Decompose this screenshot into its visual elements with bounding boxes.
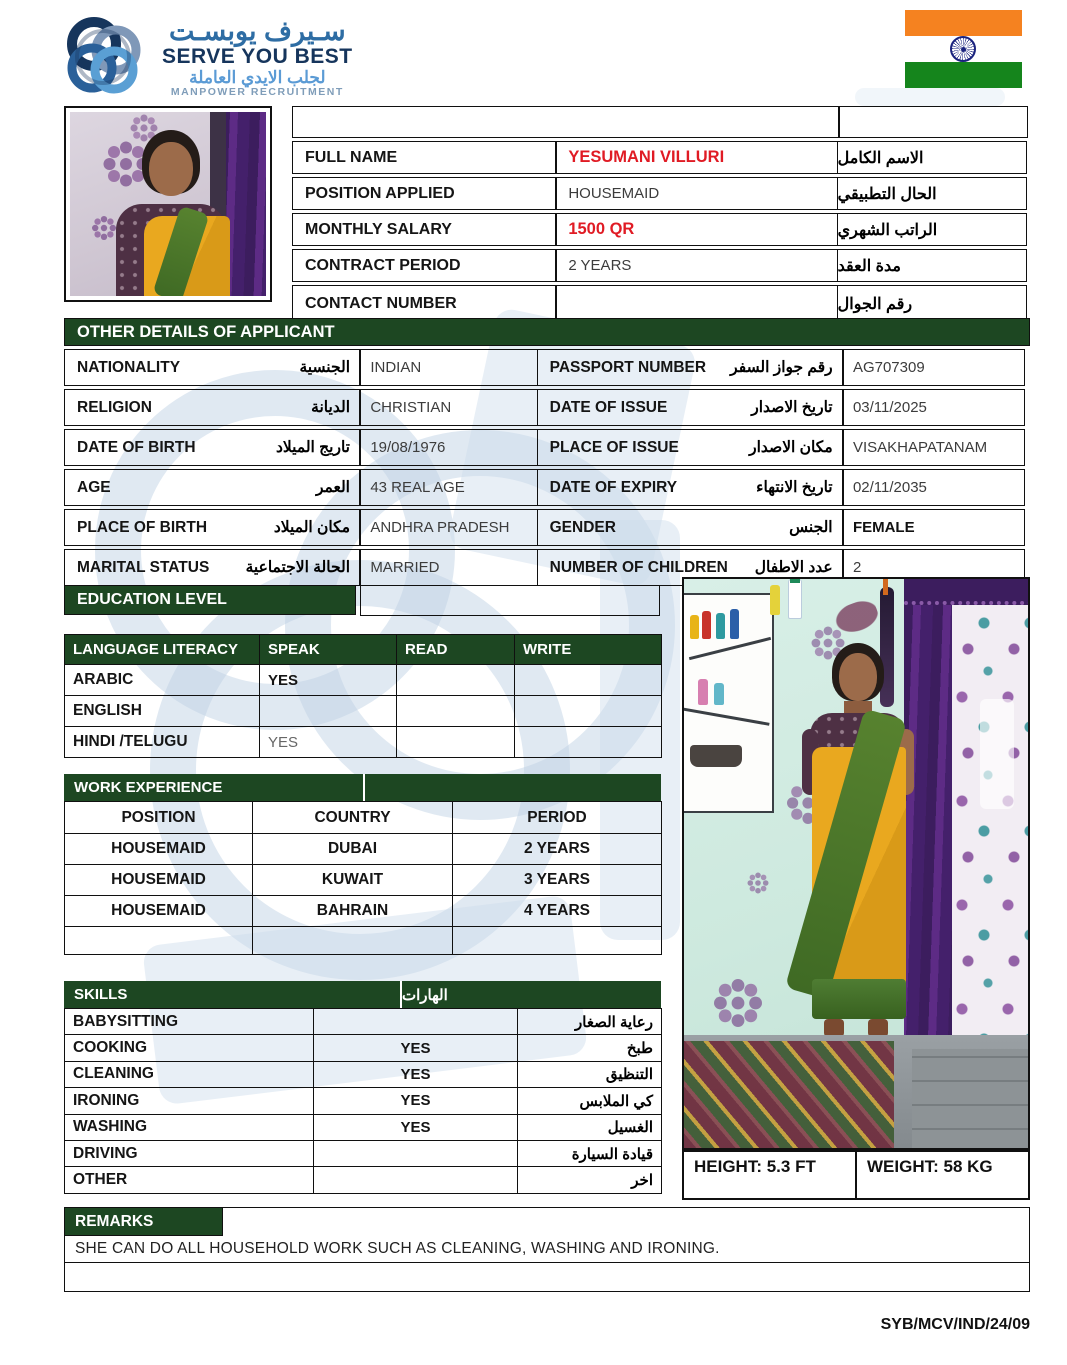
field-label: DATE OF EXPIRY	[549, 478, 678, 496]
column-header: SPEAK	[260, 635, 397, 665]
brand-title-arabic: سـيرف يوبسـت	[169, 16, 346, 47]
brand-header	[56, 10, 353, 106]
work-row	[65, 834, 662, 865]
language-row	[65, 696, 662, 727]
skill-label: COOKING	[65, 1035, 314, 1061]
education-level-title: EDUCATION LEVEL	[64, 585, 356, 615]
height-value: HEIGHT: 5.3 FT	[684, 1152, 857, 1198]
skill-value: YES	[314, 1088, 518, 1114]
field-label: PASSPORT NUMBER	[549, 358, 707, 376]
field-label-arabic: الحالة الاجتماعية	[245, 559, 350, 576]
field-label-arabic: تاريج الميلاد	[276, 439, 350, 456]
position-value	[65, 927, 253, 955]
field-value: INDIAN	[359, 349, 538, 386]
employment-ref: REF: JN	[838, 106, 1028, 138]
other-details-title: OTHER DETAILS OF APPLICANT	[64, 318, 1030, 346]
skills-title-arabic: الهارات	[402, 981, 661, 1008]
work-experience-table	[64, 801, 661, 955]
skill-label: OTHER	[65, 1167, 314, 1193]
skill-row	[65, 1140, 662, 1166]
field-label-arabic: تاريخ الانتهاء	[756, 479, 833, 496]
skill-label-arabic: التنظيق	[518, 1061, 662, 1087]
field-label-arabic: الراتب الشهري	[837, 213, 1027, 246]
field-label-arabic: مكان الميلاد	[273, 519, 350, 536]
skill-label-arabic: الغسيل	[518, 1114, 662, 1140]
field-label-arabic: مدة العقد	[837, 249, 1027, 282]
employment-details-table	[292, 106, 1030, 326]
field-label: PLACE OF BIRTH	[77, 518, 208, 536]
field-label: PLACE OF ISSUE	[549, 438, 679, 456]
applicant-photo-full	[682, 577, 1030, 1150]
speak-value: YES	[260, 665, 397, 696]
remarks-title: REMARKS	[65, 1208, 223, 1236]
field-label: AGE	[77, 478, 111, 496]
brand-subtitle: MANPOWER RECRUITMENT	[170, 86, 344, 99]
field-label: RELIGION	[77, 398, 152, 416]
ashoka-chakra-icon	[950, 36, 976, 62]
work-row	[65, 896, 662, 927]
field-label-arabic: تاريخ الاصدار	[751, 399, 833, 416]
skill-value: YES	[314, 1114, 518, 1140]
work-row-empty	[65, 927, 662, 955]
field-label: DATE OF BIRTH	[77, 438, 196, 456]
skill-label: WASHING	[65, 1114, 314, 1140]
employment-header-row	[292, 106, 1030, 138]
body-measurements-bar	[682, 1150, 1030, 1200]
skill-label-arabic: كي الملابس	[518, 1088, 662, 1114]
brand-subtitle-arabic: لجلب الايدي العاملة	[189, 68, 326, 88]
field-value: YESUMANI VILLURI	[555, 141, 838, 174]
field-label-arabic: الجنس	[789, 519, 833, 536]
write-value	[515, 727, 662, 758]
field-value: 19/08/1976	[359, 429, 538, 466]
speak-value	[260, 696, 397, 727]
skill-value	[314, 1009, 518, 1035]
skill-row	[65, 1167, 662, 1193]
work-row	[65, 865, 662, 896]
field-value: 2 YEARS	[555, 249, 838, 282]
work-experience-header	[64, 774, 661, 801]
skill-label: IRONING	[65, 1088, 314, 1114]
skill-value: YES	[314, 1061, 518, 1087]
remarks-section	[64, 1207, 1030, 1292]
language-row	[65, 665, 662, 696]
field-label: POSITION APPLIED	[292, 177, 557, 210]
skill-value	[314, 1167, 518, 1193]
field-label: MARITAL STATUS	[77, 558, 210, 576]
column-header: LANGUAGE LITERACY	[65, 635, 260, 665]
field-label: MONTHLY SALARY	[292, 213, 557, 246]
skill-label-arabic: طبخ	[518, 1035, 662, 1061]
write-value	[515, 696, 662, 727]
period-value: 3 YEARS	[453, 865, 662, 896]
field-value: 43 REAL AGE	[359, 469, 538, 506]
employment-row	[292, 177, 1030, 210]
language-name: ENGLISH	[65, 696, 260, 727]
skill-label: BABYSITTING	[65, 1009, 314, 1035]
skill-row	[65, 1061, 662, 1087]
country-value: DUBAI	[253, 834, 453, 865]
field-label-arabic: رقم الجوال	[837, 285, 1027, 323]
field-value: 1500 QR	[555, 213, 838, 246]
skill-label-arabic: قيادة السيارة	[518, 1140, 662, 1166]
field-label: FULL NAME	[292, 141, 557, 174]
skill-value: YES	[314, 1035, 518, 1061]
skills-table	[64, 1008, 661, 1194]
column-header: PERIOD	[453, 802, 662, 834]
field-label: NUMBER OF CHILDREN	[549, 558, 728, 576]
read-value	[397, 727, 515, 758]
field-label-arabic: رقم جواز السفر	[730, 359, 833, 376]
position-value: HOUSEMAID	[65, 865, 253, 896]
field-label-arabic: الديانة	[311, 399, 350, 416]
brand-title: SERVE YOU BEST	[162, 45, 353, 69]
remarks-text: SHE CAN DO ALL HOUSEHOLD WORK SUCH AS CLEANING, WASHING AND IRONING.	[65, 1236, 1029, 1263]
field-label: CONTACT NUMBER	[292, 285, 557, 323]
language-name: ARABIC	[65, 665, 260, 696]
write-value	[515, 665, 662, 696]
education-level-value	[360, 585, 660, 616]
document-reference-code: SYB/MCV/IND/24/09	[880, 1316, 1030, 1333]
field-value: HOUSEMAID	[555, 177, 838, 210]
column-header: READ	[397, 635, 515, 665]
skill-value	[314, 1140, 518, 1166]
other-details-table	[64, 318, 1030, 589]
column-header: COUNTRY	[253, 802, 453, 834]
field-label-arabic: الجنسية	[299, 359, 350, 376]
speak-value: YES	[260, 727, 397, 758]
field-label: DATE OF ISSUE	[549, 398, 668, 416]
language-name: HINDI /TELUGU	[65, 727, 260, 758]
india-flag-icon	[905, 10, 1022, 88]
brand-text	[162, 17, 353, 99]
country-value: BAHRAIN	[253, 896, 453, 927]
skill-row	[65, 1035, 662, 1061]
work-experience-header-spacer	[365, 774, 661, 801]
other-details-row	[64, 349, 1030, 386]
skill-label-arabic: رعاية الصغار	[518, 1009, 662, 1035]
brand-logo-icon	[56, 10, 152, 106]
language-literacy-table	[64, 634, 661, 758]
position-value: HOUSEMAID	[65, 896, 253, 927]
field-label-arabic: عدد الاطفال	[754, 559, 833, 576]
field-value: 02/11/2035	[842, 469, 1025, 506]
weight-value: WEIGHT: 58 KG	[867, 1157, 993, 1176]
employment-title: EMPLOYMENT DETAILS	[292, 106, 840, 138]
field-label-arabic: العمر	[315, 479, 350, 496]
period-value: 4 YEARS	[453, 896, 662, 927]
skills-title: SKILLS	[64, 981, 402, 1008]
field-value: AG707309	[842, 349, 1025, 386]
flag-green-stripe	[905, 62, 1022, 88]
other-details-row	[64, 389, 1030, 426]
employment-row	[292, 249, 1030, 282]
skill-row	[65, 1009, 662, 1035]
skill-row	[65, 1114, 662, 1140]
period-value: 2 YEARS	[453, 834, 662, 865]
field-label: GENDER	[549, 518, 616, 536]
other-details-row	[64, 509, 1030, 546]
field-value: MARRIED	[359, 549, 538, 586]
remarks-empty-row	[65, 1263, 1029, 1291]
period-value	[453, 927, 662, 955]
field-value: VISAKHAPATANAM	[842, 429, 1025, 466]
work-header-row	[65, 802, 662, 834]
field-value: 03/11/2025	[842, 389, 1025, 426]
language-row	[65, 727, 662, 758]
column-header: WRITE	[515, 635, 662, 665]
read-value	[397, 665, 515, 696]
field-value: CHRISTIAN	[359, 389, 538, 426]
skill-label: DRIVING	[65, 1140, 314, 1166]
other-details-row	[64, 469, 1030, 506]
field-label: CONTRACT PERIOD	[292, 249, 557, 282]
country-value	[253, 927, 453, 955]
applicant-photo-portrait	[64, 106, 272, 302]
language-header-row	[65, 635, 662, 665]
country-value: KUWAIT	[253, 865, 453, 896]
field-value: FEMALE	[842, 509, 1025, 546]
other-details-row	[64, 429, 1030, 466]
field-label-arabic: الحال التطبيقي	[837, 177, 1027, 210]
field-label-arabic: مكان الاصدار	[749, 439, 833, 456]
flag-saffron-stripe	[905, 10, 1022, 36]
column-header: POSITION	[65, 802, 253, 834]
skills-header	[64, 981, 661, 1008]
field-value: 2	[842, 549, 1025, 586]
employment-row	[292, 213, 1030, 246]
skill-label-arabic: اخر	[518, 1167, 662, 1193]
position-value: HOUSEMAID	[65, 834, 253, 865]
work-experience-title: WORK EXPERIENCE	[64, 774, 365, 801]
field-label-arabic: الاسم الكامل	[837, 141, 1027, 174]
employment-row	[292, 141, 1030, 174]
read-value	[397, 696, 515, 727]
watermark-blob	[855, 88, 1005, 106]
field-value: ANDHRA PRADESH	[359, 509, 538, 546]
field-label: NATIONALITY	[77, 358, 181, 376]
skill-label: CLEANING	[65, 1061, 314, 1087]
skill-row	[65, 1088, 662, 1114]
